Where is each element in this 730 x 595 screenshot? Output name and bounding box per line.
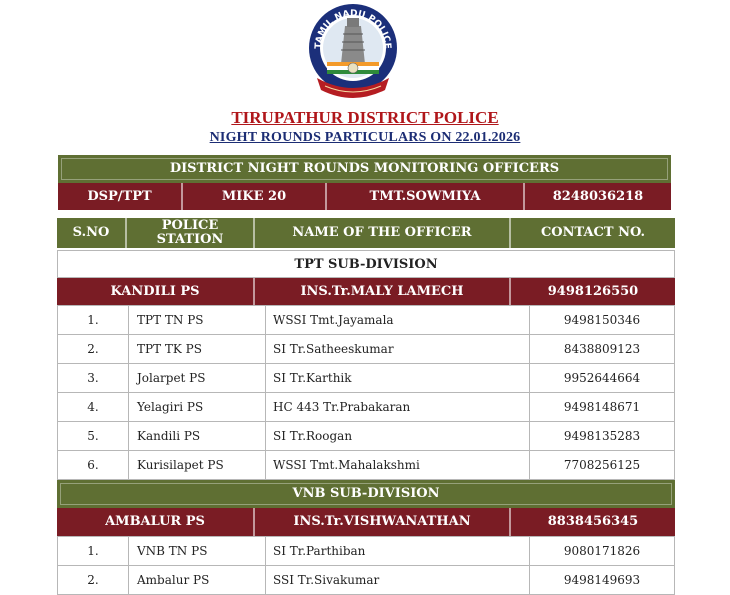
- row-station: VNB TN PS: [129, 537, 266, 566]
- row-contact: 9498149693: [530, 566, 675, 595]
- row-sno: 6.: [58, 451, 129, 480]
- vnb-subdivision-heading: [57, 480, 675, 508]
- col-officer: NAME OF THE OFFICER: [255, 218, 511, 248]
- table-row: [58, 451, 675, 480]
- row-officer: SI Tr.Satheeskumar: [266, 335, 530, 364]
- vnb-lead-row: [57, 508, 675, 536]
- table-row: [58, 537, 675, 566]
- row-contact: 9498135283: [530, 422, 675, 451]
- col-station: POLICE STATION: [127, 218, 255, 248]
- row-station: Ambalur PS: [129, 566, 266, 595]
- row-station: Yelagiri PS: [129, 393, 266, 422]
- vnb-subdivision-heading-text: VNB SUB-DIVISION: [60, 483, 672, 505]
- tpt-lead-station: KANDILI PS: [57, 278, 255, 306]
- district-monitor-heading: [58, 155, 671, 183]
- row-contact: 9952644664: [530, 364, 675, 393]
- col-sno: S.NO: [57, 218, 127, 248]
- row-officer: WSSI Tmt.Jayamala: [266, 306, 530, 335]
- table-row: [58, 306, 675, 335]
- table-row: [58, 422, 675, 451]
- contact-cell: 8248036218: [552, 188, 644, 204]
- row-officer: HC 443 Tr.Prabakaran: [266, 393, 530, 422]
- vnb-lead-officer: INS.Tr.VISHWANATHAN: [255, 508, 511, 536]
- row-officer: SSI Tr.Sivakumar: [266, 566, 530, 595]
- row-station: Jolarpet PS: [129, 364, 266, 393]
- table-row: [58, 566, 675, 595]
- row-sno: 5.: [58, 422, 129, 451]
- row-sno: 1.: [58, 306, 129, 335]
- row-station: Kandili PS: [129, 422, 266, 451]
- tpt-lead-contact: 9498126550: [547, 284, 639, 299]
- tpt-subdivision-heading: TPT SUB-DIVISION: [57, 250, 675, 278]
- row-sno: 2.: [58, 566, 129, 595]
- row-contact: 9498148671: [530, 393, 675, 422]
- table-row: [58, 335, 675, 364]
- row-contact: 7708256125: [530, 451, 675, 480]
- row-sno: 4.: [58, 393, 129, 422]
- row-contact: 9498150346: [530, 306, 675, 335]
- row-station: Kurisilapet PS: [129, 451, 266, 480]
- row-contact: 8438809123: [530, 335, 675, 364]
- tpt-lead-officer: INS.Tr.MALY LAMECH: [255, 278, 511, 306]
- emblem-text: TAMIL NADU POLICE: [313, 8, 393, 50]
- tpt-table: [57, 305, 675, 480]
- table-row: [58, 393, 675, 422]
- district-monitor-heading-text: DISTRICT NIGHT ROUNDS MONITORING OFFICERS: [61, 158, 668, 180]
- row-station: TPT TK PS: [129, 335, 266, 364]
- row-sno: 3.: [58, 364, 129, 393]
- row-officer: SI Tr.Roogan: [266, 422, 530, 451]
- row-officer: SI Tr.Karthik: [266, 364, 530, 393]
- row-station: TPT TN PS: [129, 306, 266, 335]
- tpt-lead-row: [57, 278, 675, 306]
- vnb-lead-station: AMBALUR PS: [57, 508, 255, 536]
- row-sno: 1.: [58, 537, 129, 566]
- column-header: [57, 218, 675, 248]
- vnb-lead-contact: 8838456345: [547, 514, 639, 529]
- district-monitor-row: [58, 183, 671, 210]
- col-contact: CONTACT NO.: [540, 225, 646, 240]
- designation-cell: DSP/TPT: [58, 183, 183, 210]
- page-title: TIRUPATHUR DISTRICT POLICE: [231, 108, 499, 127]
- row-officer: WSSI Tmt.Mahalakshmi: [266, 451, 530, 480]
- row-contact: 9080171826: [530, 537, 675, 566]
- table-row: [58, 364, 675, 393]
- tamil-nadu-police-emblem-icon: [303, 2, 403, 102]
- officer-cell: TMT.SOWMIYA: [327, 183, 525, 210]
- row-officer: SI Tr.Parthiban: [266, 537, 530, 566]
- page-subtitle: NIGHT ROUNDS PARTICULARS ON 22.01.2026: [209, 130, 521, 145]
- vnb-table: [57, 536, 675, 595]
- callsign-cell: MIKE 20: [183, 183, 327, 210]
- row-sno: 2.: [58, 335, 129, 364]
